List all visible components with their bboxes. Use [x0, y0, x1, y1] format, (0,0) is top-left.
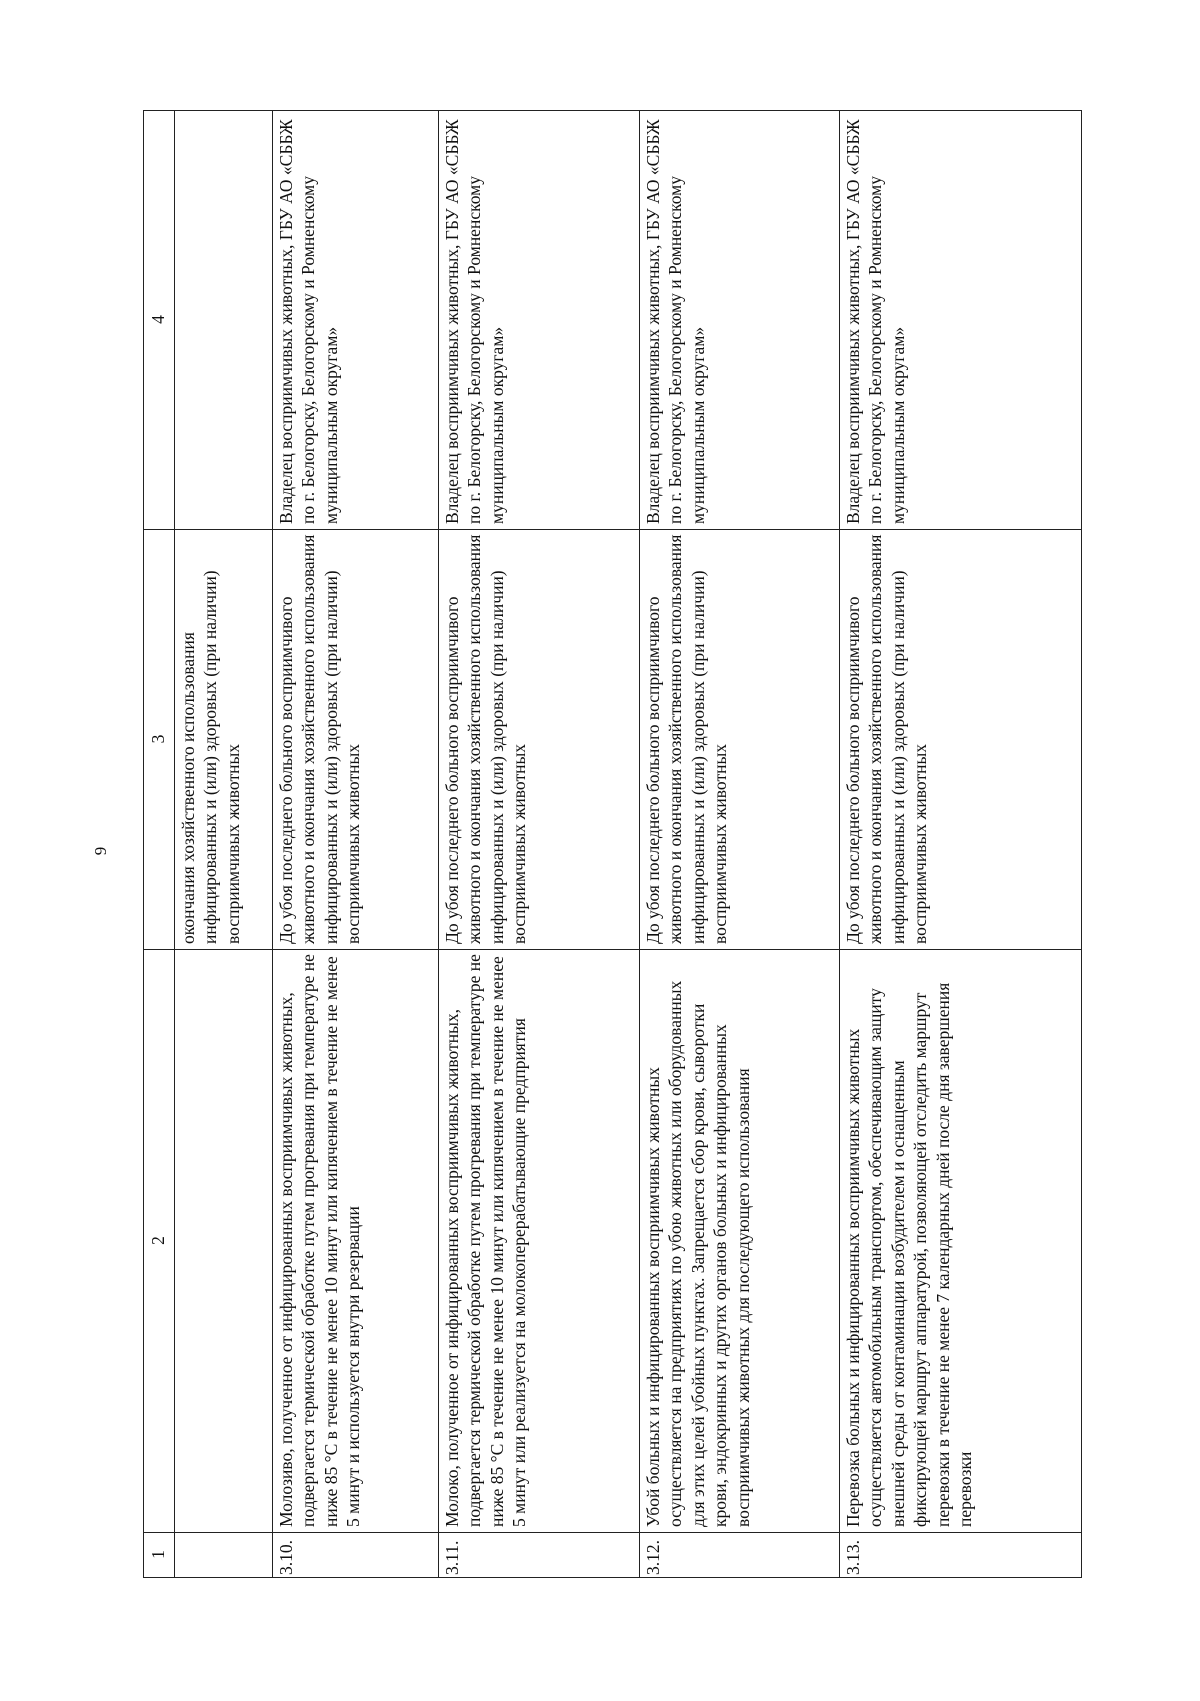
header-col-3: 3 — [144, 529, 174, 949]
row-responsible: Владелец восприимчивых животных, ГБУ АО «СББЖ по г. Белогорску, Белогорскому и Ромненскому муниципальным округам» — [843, 119, 908, 524]
continuation-term-cell: окончания хозяйственного использования инфицированных и (или) здоровых (при наличии) восприимчивых животных — [175, 529, 272, 949]
row-number: 3.10. — [273, 1532, 438, 1577]
row-responsible: Владелец восприимчивых животных, ГБУ АО «СББЖ по г. Белогорску, Белогорскому и Ромненскому муниципальным округам» — [276, 119, 341, 524]
row-term: До убоя последнего больного восприимчивого животного и окончания хозяйственного использования инфицированных и (или) здоровых (при наличии) восприимчивых животных — [439, 529, 639, 949]
row-term: До убоя последнего больного восприимчивого животного и окончания хозяйственного использования инфицированных и (или) здоровых (при наличии) восприимчивых животных — [840, 529, 1081, 949]
continuation-measure-cell — [175, 949, 272, 1532]
row-number: 3.12. — [640, 1532, 839, 1577]
page-number: 9 — [91, 846, 110, 856]
rotated-table-wrapper — [143, 110, 1082, 1578]
row-number: 3.13. — [840, 1532, 1081, 1577]
header-col-2: 2 — [144, 949, 174, 1532]
table-header-row — [144, 111, 175, 1577]
row-number: 3.11. — [439, 1532, 639, 1577]
row-responsible: Владелец восприимчивых животных, ГБУ АО «СББЖ по г. Белогорску, Белогорскому и Ромненскому муниципальным округам» — [643, 119, 708, 524]
row-measure: Убой больных и инфицированных восприимчивых животных осуществляется на предприятиях по убою животных или оборудованных для этих целей убойных пунктах. Запрещается сбор крови, сыворотки крови, эндокринных и других органов больных и инфицированных восприимчивых животных для последующего использования — [640, 949, 839, 1532]
row-responsible: Владелец восприимчивых животных, ГБУ АО «СББЖ по г. Белогорску, Белогорскому и Ромненскому муниципальным округам» — [442, 119, 507, 524]
row-measure: Молозиво, полученное от инфицированных восприимчивых животных, подвергается термической обработке путем прогревания при температуре не ниже 85 °С в течение не менее 10 минут или кипячением в течение не менее 5 минут и используется внутри резервации — [273, 949, 438, 1532]
table-row-continuation — [175, 111, 273, 1577]
header-col-4: 4 — [148, 315, 168, 324]
table-row — [439, 111, 640, 1577]
header-col-1: 1 — [144, 1532, 174, 1577]
row-measure: Молоко, полученное от инфицированных восприимчивых животных, подвергается термической обработке путем прогревания при температуре не ниже 85 °С в течение не менее 10 минут или кипячением в течение не менее 5 минут или реализуется на молокоперерабатывающие предприятия — [439, 949, 639, 1532]
table-row — [273, 111, 439, 1577]
continuation-responsible-cell — [175, 111, 272, 529]
measures-table — [143, 110, 1082, 1578]
table-row — [840, 111, 1081, 1577]
continuation-number-cell — [175, 1532, 272, 1577]
row-term: До убоя последнего больного восприимчивого животного и окончания хозяйственного использования инфицированных и (или) здоровых (при наличии) восприимчивых животных — [273, 529, 438, 949]
row-term: До убоя последнего больного восприимчивого животного и окончания хозяйственного использования инфицированных и (или) здоровых (при наличии) восприимчивых животных — [640, 529, 839, 949]
row-measure: Перевозка больных и инфицированных восприимчивых животных осуществляется автомобильным транспортом, обеспечивающим защиту внешней среды от контаминации возбудителем и оснащенным фиксирующей маршрут аппаратурой, позволяющей отследить маршрут перевозки в течение не менее 7 календарных дней после дня завершения перевозки — [840, 949, 1081, 1532]
table-row — [640, 111, 840, 1577]
